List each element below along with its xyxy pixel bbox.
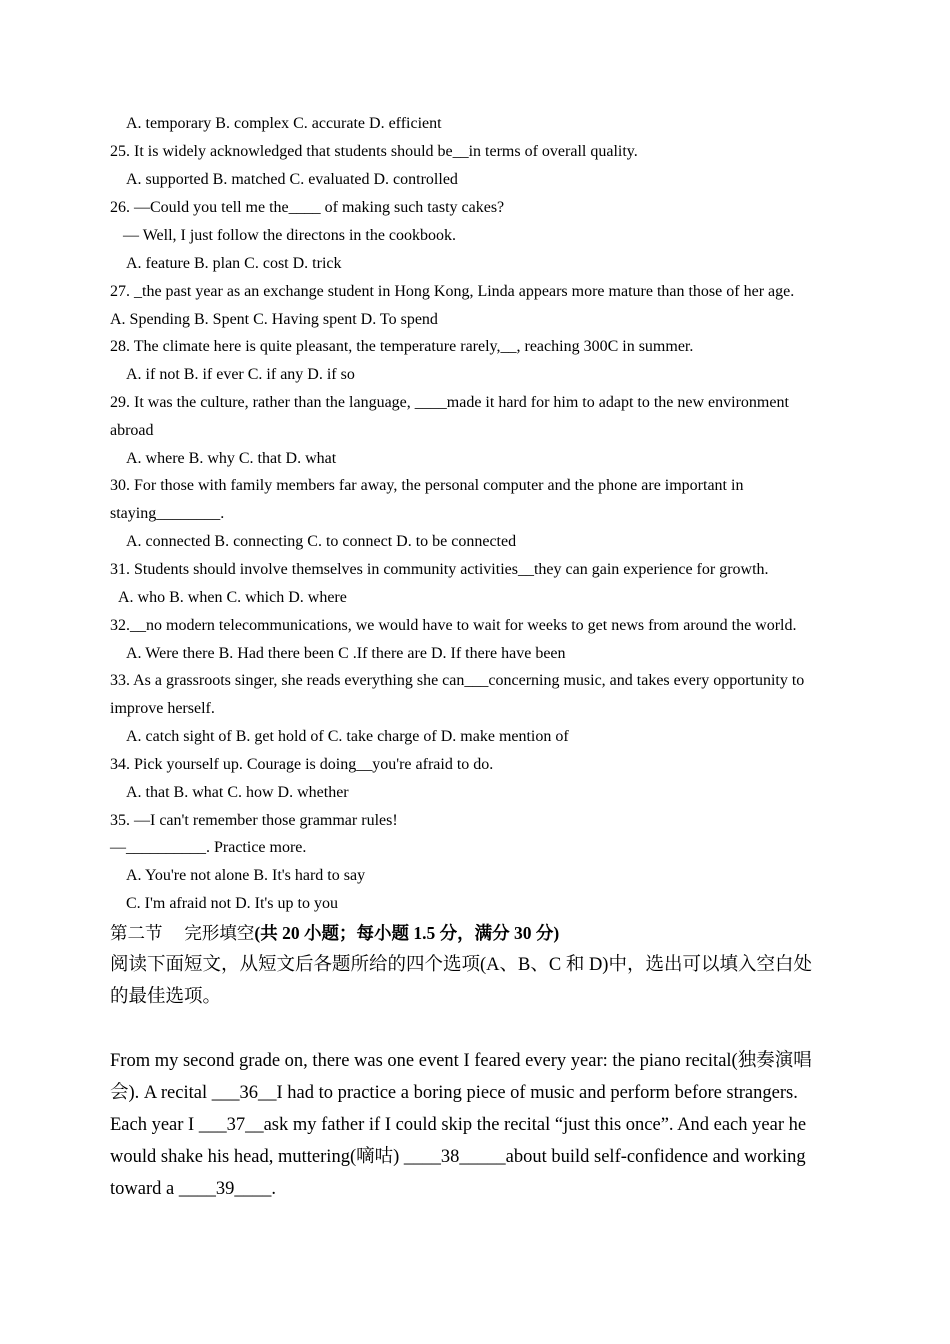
q35-options-cd: C. I'm afraid not D. It's up to you [126,895,338,912]
q27-options: A. Spending B. Spent C. Having spent D. To spend [110,311,438,328]
q28-stem: 28. The climate here is quite pleasant, the temperature rarely,__, reaching 300C in summer. [110,338,694,355]
q30-stem: 30. For those with family members far away, the personal computer and the phone are important in [110,477,744,494]
passage-line: toward a ____39____. [110,1179,276,1199]
q34-options: A. that B. what C. how D. whether [126,784,349,801]
section-title: 第二节 完形填空 [110,923,255,943]
q24-options: A. temporary B. complex C. accurate D. efficient [126,115,442,132]
q29-stem-cont: abroad [110,422,154,439]
q33-stem: 33. As a grassroots singer, she reads everything she can___concerning music, and takes every opportunity to [110,672,805,689]
q31-stem: 31. Students should involve themselves in community activities__they can gain experience for growth. [110,561,769,578]
passage-line: Each year I ___37__ask my father if I could skip the recital “just this once”. And each year he [110,1115,807,1135]
q28-options: A. if not B. if ever C. if any D. if so [126,366,355,383]
q35-options-ab: A. You're not alone B. It's hard to say [126,867,366,884]
section-heading [110,922,850,944]
section-scoring: (共 20 小题；每小题 1.5 分，满分 30 分) [254,923,560,943]
q32-stem: 32.__no modern telecommunications, we would have to wait for weeks to get news from around the world. [110,617,797,634]
q25-options: A. supported B. matched C. evaluated D. controlled [126,171,458,188]
section-instruction-line2: 的最佳选项。 [110,987,222,1007]
q34-stem: 34. Pick yourself up. Courage is doing__you're afraid to do. [110,756,494,773]
passage-line: 会). A recital ___36__I had to practice a boring piece of music and perform before strangers. [110,1083,798,1103]
q25-stem: 25. It is widely acknowledged that students should be__in terms of overall quality. [110,143,638,160]
q26-stem: 26. —Could you tell me the____ of making such tasty cakes? [110,199,505,216]
q27-stem: 27. _the past year as an exchange student in Hong Kong, Linda appears more mature than those of her age. [110,283,795,300]
q26-options: A. feature B. plan C. cost D. trick [126,255,342,272]
q30-stem-cont: staying________. [110,505,225,522]
section-instruction-line1: 阅读下面短文，从短文后各题所给的四个选项(A、B、C 和 D)中，选出可以填入空白处 [110,955,812,975]
q26-response: — Well, I just follow the directons in the cookbook. [123,227,457,244]
q30-options: A. connected B. connecting C. to connect D. to be connected [126,533,517,550]
passage-line: would shake his head, muttering(嘀咕) ____38_____about build self-confidence and working [110,1147,806,1167]
q29-options: A. where B. why C. that D. what [126,450,337,467]
passage-line: From my second grade on, there was one event I feared every year: the piano recital(独奏演唱 [110,1051,812,1071]
q35-stem: 35. —I can't remember those grammar rules! [110,812,398,829]
q32-options: A. Were there B. Had there been C .If there are D. If there have been [126,645,566,662]
q33-stem-cont: improve herself. [110,700,215,717]
q31-options: A. who B. when C. which D. where [118,589,347,606]
q33-options: A. catch sight of B. get hold of C. take charge of D. make mention of [126,728,569,745]
q29-stem: 29. It was the culture, rather than the language, ____made it hard for him to adapt to the new environment [110,394,789,411]
q35-response: —__________. Practice more. [110,839,307,856]
